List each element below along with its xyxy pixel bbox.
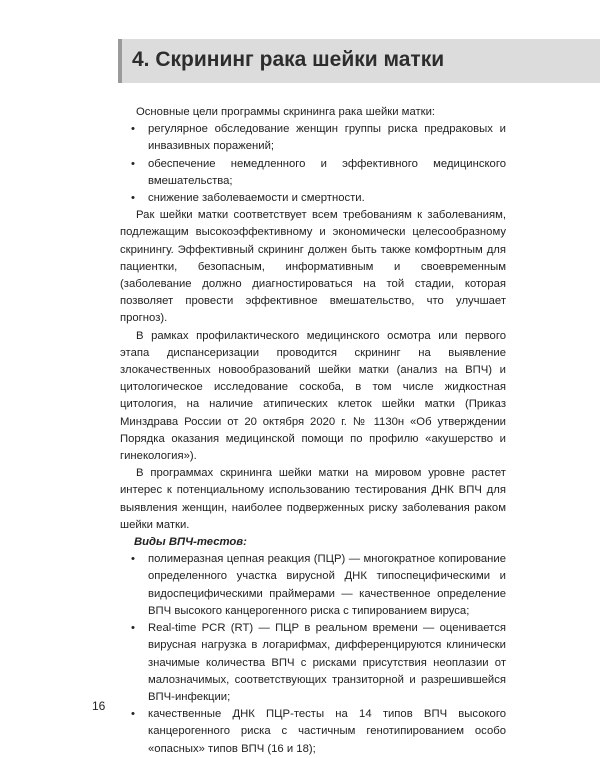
hpv-tests-list: [120, 551, 506, 757]
paragraph-screening-procedure: В рамках профилактического медицинского осмотра или первого этапа диспансеризации проводится скрининг на выявление злокачественных новообразований шейки матки (анализ на ВПЧ) и цитологическое исследование соскоба, в том числе жидкостная цитология, на наличие атипических клеток шейки матки (Приказ Минздрава России от 20 октября 2020 г. № 1130н «Об утверждении Порядка оказания медицинской помощи по профилю «акушерство и гинекология»).: [120, 329, 506, 463]
hpv-tests-subheading: Виды ВПЧ-тестов:: [134, 536, 247, 549]
intro-paragraph: Основные цели программы скрининга рака шейки матки:: [136, 106, 436, 118]
hpv-test-item-1: • полимеразная цепная реакция (ПЦР) — многократное копирование определенного участка вирусной ДНК типоспецифическими и видоспецифическими праймерами — качественное определение ВПЧ высокого канцерогенного риска с типированием вируса;: [120, 551, 506, 620]
goal-item-2: • обеспечение немедленного и эффективного медицинского вмешательства;: [120, 156, 506, 190]
document-body: [120, 104, 506, 758]
section-title: 4. Скрининг рака шейки матки: [132, 48, 445, 71]
goal-item-3: • снижение заболеваемости и смертности.: [120, 190, 506, 207]
page-number: 16: [92, 699, 106, 713]
hpv-test-item-3: • качественные ДНК ПЦР-тесты на 14 типов ВПЧ высокого канцерогенного риска с частичным генотипированием особо «опасных» типов ВПЧ (16 и 18);: [120, 706, 506, 758]
goals-list: [120, 121, 506, 207]
goal-item-1: • регулярное обследование женщин группы риска предраковых и инвазивных поражений;: [120, 121, 506, 155]
hpv-test-item-2: • Real-time PCR (RT) — ПЦР в реальном времени — оценивается вирусная нагрузка в логарифмах, дифференцируются клинически значимые количества ВПЧ с рисками присутствия неоплазии от малозначимых, соответствующих транзиторной и разрешившейся ВПЧ-инфекции;: [120, 620, 506, 706]
section-header-accent: [118, 39, 122, 83]
paragraph-requirements: Рак шейки матки соответствует всем требованиям к заболеваниям, подлежащим высокоэффективному и экономически целесообразному скринингу. Эффективный скрининг должен быть также комфортным для пациентки, безопасным, информативным и своевременным (заболевание должно диагностироваться на той стадии, которая позволяет провести эффективное вмешательство, что улучшает прогноз).: [120, 209, 506, 325]
paragraph-hpv-testing-interest: В программах скрининга шейки матки на мировом уровне растет интерес к потенциальному использованию тестирования ДНК ВПЧ для выявления женщин, наиболее подверженных риску заболевания раком шейки матки.: [120, 467, 506, 531]
